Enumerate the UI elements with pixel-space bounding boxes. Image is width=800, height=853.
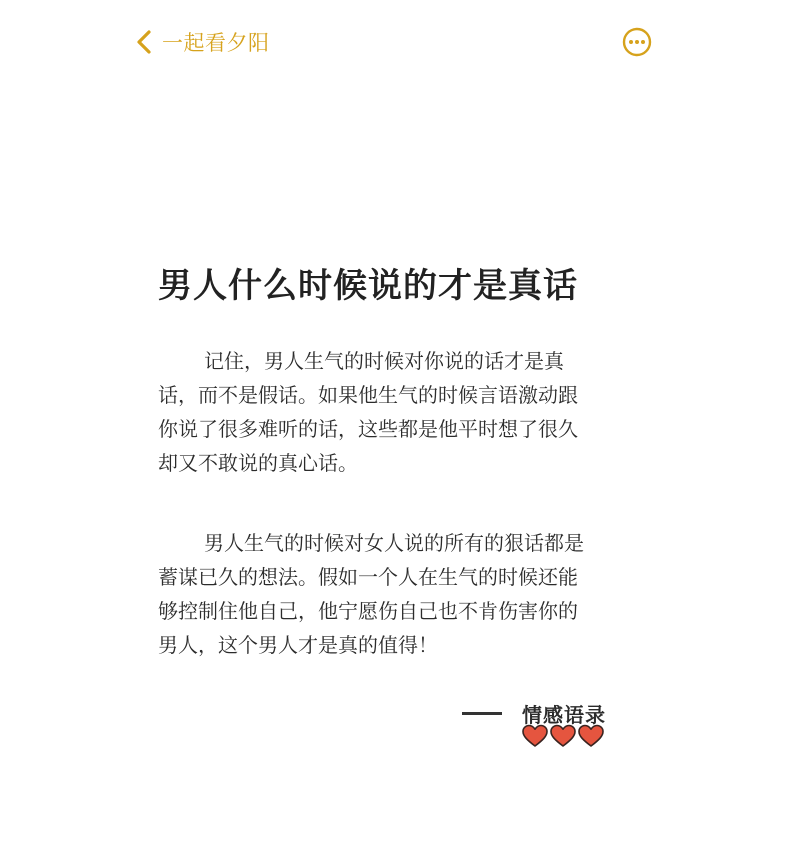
chevron-left-icon [134,28,154,56]
paragraph-spacer [158,480,638,526]
more-horizontal-icon [622,27,652,57]
paragraph-line: 记住，男人生气的时候对你说的话才是真 [204,349,564,373]
paragraph-line: 却又不敢说的真心话。 [158,451,358,475]
paragraph-2 [158,526,638,662]
paragraph-line: 男人，这个男人才是真的值得！ [158,633,438,657]
nav-bar [0,0,800,84]
paragraph-line: 话，而不是假话。如果他生气的时候言语激动跟 [158,383,578,407]
more-options-button[interactable] [622,27,652,57]
hearts-row [522,724,604,748]
paragraph-line: 你说了很多难听的话，这些都是他平时想了很久 [158,417,578,441]
note-title: 男人什么时候说的才是真话 [158,266,578,306]
back-label: 一起看夕阳 [162,31,270,55]
note-body [158,344,638,662]
paragraph-line: 够控制住他自己，他宁愿伤自己也不肯伤害你的 [158,599,578,623]
signature-text: 情感语录 [522,702,606,727]
back-button[interactable] [134,24,270,60]
heart-icon [522,724,548,748]
signature-dash [462,712,502,715]
heart-icon [550,724,576,748]
paragraph-line: 男人生气的时候对女人说的所有的狠话都是 [204,531,584,555]
heart-icon [578,724,604,748]
paragraph-1 [158,344,638,480]
paragraph-line: 蓄谋已久的想法。假如一个人在生气的时候还能 [158,565,578,589]
